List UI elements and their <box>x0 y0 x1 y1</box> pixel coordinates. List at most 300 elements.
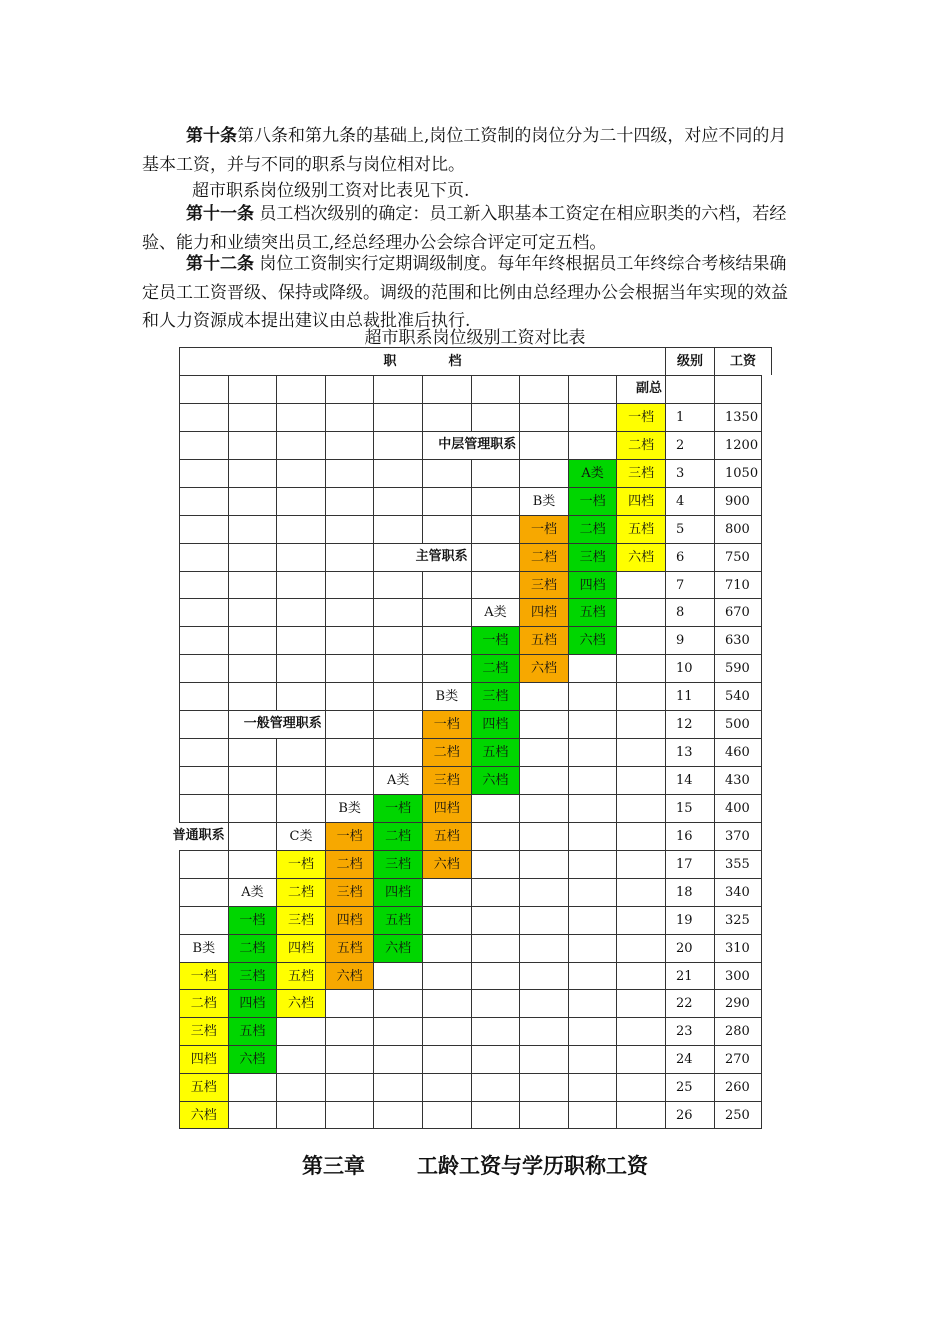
empty-cell <box>325 543 374 571</box>
empty-cell <box>228 403 277 431</box>
empty-cell <box>325 515 374 543</box>
grade-cell: 一档 <box>422 710 471 738</box>
salary-cell: 590 <box>714 654 762 682</box>
grade-cell: 五档 <box>568 598 617 626</box>
empty-cell <box>616 1073 665 1101</box>
grade-cell: 四档 <box>179 1045 228 1073</box>
empty-cell <box>519 459 568 487</box>
level-cell: 15 <box>665 794 714 822</box>
category-cell: B类 <box>325 794 374 822</box>
empty-cell <box>276 654 325 682</box>
grade-cell: 一档 <box>568 487 617 515</box>
empty-cell <box>325 459 374 487</box>
table-row <box>179 515 762 543</box>
empty-cell <box>325 682 374 710</box>
empty-cell <box>519 710 568 738</box>
empty-cell <box>276 375 325 403</box>
empty-cell <box>325 626 374 654</box>
empty-cell <box>276 1073 325 1101</box>
empty-cell <box>568 682 617 710</box>
grade-cell: 三档 <box>519 571 568 599</box>
grade-cell: 五档 <box>616 515 665 543</box>
empty-cell <box>616 934 665 962</box>
grade-cell: 二档 <box>179 989 228 1017</box>
level-cell: 21 <box>665 962 714 990</box>
empty-cell <box>519 906 568 934</box>
empty-cell <box>519 878 568 906</box>
grade-cell: 四档 <box>519 598 568 626</box>
empty-cell <box>228 515 277 543</box>
article-11-heading: 第十一条 <box>186 204 254 224</box>
header-zhi: 职 <box>383 354 397 369</box>
empty-cell <box>422 906 471 934</box>
grade-cell: 五档 <box>228 1017 277 1045</box>
empty-cell <box>471 1073 520 1101</box>
empty-cell <box>325 571 374 599</box>
empty-cell <box>179 571 228 599</box>
empty-cell <box>325 1101 374 1129</box>
empty-cell <box>422 878 471 906</box>
empty-cell <box>519 431 568 459</box>
empty-cell <box>228 766 277 794</box>
salary-cell: 800 <box>714 515 762 543</box>
empty-cell <box>519 1073 568 1101</box>
table-row <box>179 906 762 934</box>
category-cell: B类 <box>422 682 471 710</box>
empty-cell <box>471 989 520 1017</box>
grade-cell: 一档 <box>325 822 374 850</box>
empty-cell <box>276 626 325 654</box>
empty-cell <box>616 962 665 990</box>
empty-cell <box>373 1045 422 1073</box>
empty-cell <box>568 710 617 738</box>
table-row <box>179 1101 762 1129</box>
empty-cell <box>422 962 471 990</box>
table-caption: 超市职系岗位级别工资对比表 <box>364 328 586 348</box>
grade-cell: 一档 <box>616 403 665 431</box>
empty-cell <box>519 1017 568 1045</box>
empty-cell <box>276 598 325 626</box>
level-cell: 7 <box>665 571 714 599</box>
empty-cell <box>276 459 325 487</box>
empty-cell <box>471 1101 520 1129</box>
empty-cell <box>325 766 374 794</box>
empty-cell <box>179 878 228 906</box>
category-cell: A类 <box>471 598 520 626</box>
job-system-label: 主管职系 <box>415 548 468 564</box>
level-cell: 16 <box>665 822 714 850</box>
empty-cell <box>276 431 325 459</box>
table-note-text: 超市职系岗位级别工资对比表见下页. <box>192 181 470 201</box>
empty-cell <box>471 850 520 878</box>
empty-cell <box>519 682 568 710</box>
empty-cell <box>471 878 520 906</box>
empty-cell <box>276 1017 325 1045</box>
grade-cell: 六档 <box>519 654 568 682</box>
empty-cell <box>616 850 665 878</box>
salary-cell: 500 <box>714 710 762 738</box>
category-cell: C类 <box>276 822 325 850</box>
empty-cell <box>422 1073 471 1101</box>
chapter-number: 第三章 <box>302 1154 365 1178</box>
empty-cell <box>471 571 520 599</box>
empty-cell <box>373 1073 422 1101</box>
empty-cell <box>519 962 568 990</box>
empty-cell <box>276 403 325 431</box>
empty-cell <box>568 878 617 906</box>
empty-cell <box>519 989 568 1017</box>
empty-cell <box>373 571 422 599</box>
empty-cell <box>228 487 277 515</box>
empty-cell <box>325 487 374 515</box>
level-cell: 18 <box>665 878 714 906</box>
table-row <box>179 850 762 878</box>
empty-cell <box>179 487 228 515</box>
empty-cell <box>568 1073 617 1101</box>
table-row <box>179 822 762 850</box>
empty-cell <box>519 822 568 850</box>
grade-cell: 四档 <box>373 878 422 906</box>
empty-cell <box>179 766 228 794</box>
empty-cell <box>519 934 568 962</box>
salary-cell: 460 <box>714 738 762 766</box>
empty-cell <box>616 766 665 794</box>
empty-cell <box>228 598 277 626</box>
empty-cell <box>471 962 520 990</box>
table-row <box>179 1073 762 1101</box>
empty-cell <box>179 431 228 459</box>
grade-cell: 五档 <box>373 906 422 934</box>
table-row <box>179 1017 762 1045</box>
empty-cell <box>519 375 568 403</box>
empty-cell <box>276 1045 325 1073</box>
empty-cell <box>519 766 568 794</box>
empty-cell <box>519 850 568 878</box>
grade-cell: 三档 <box>422 766 471 794</box>
grade-cell: 六档 <box>276 989 325 1017</box>
salary-cell: 710 <box>714 571 762 599</box>
table-row <box>179 878 762 906</box>
empty-cell <box>568 766 617 794</box>
grade-cell: 二档 <box>373 822 422 850</box>
empty-cell <box>471 822 520 850</box>
empty-cell <box>228 822 277 850</box>
table-row <box>179 794 762 822</box>
grade-cell: 三档 <box>568 543 617 571</box>
empty-cell <box>373 626 422 654</box>
paragraph-article-10 <box>142 122 798 179</box>
empty-cell <box>616 682 665 710</box>
empty-cell <box>568 906 617 934</box>
empty-cell <box>471 515 520 543</box>
grade-cell: 三档 <box>179 1017 228 1045</box>
salary-cell: 630 <box>714 626 762 654</box>
empty-cell <box>276 571 325 599</box>
grade-cell: 四档 <box>471 710 520 738</box>
empty-cell <box>422 571 471 599</box>
empty-cell <box>179 654 228 682</box>
level-cell: 9 <box>665 626 714 654</box>
grade-cell: 四档 <box>325 906 374 934</box>
grade-cell: 五档 <box>519 626 568 654</box>
empty-cell <box>373 989 422 1017</box>
header-grade-cell <box>179 347 665 375</box>
salary-cell: 310 <box>714 934 762 962</box>
level-cell: 17 <box>665 850 714 878</box>
empty-cell <box>568 654 617 682</box>
level-cell: 8 <box>665 598 714 626</box>
empty-cell <box>179 850 228 878</box>
level-cell: 11 <box>665 682 714 710</box>
grade-cell: 一档 <box>228 906 277 934</box>
grade-cell: 二档 <box>616 431 665 459</box>
empty-cell <box>179 543 228 571</box>
empty-cell <box>373 654 422 682</box>
empty-cell <box>568 962 617 990</box>
empty-cell <box>179 515 228 543</box>
grade-cell: 三档 <box>325 878 374 906</box>
category-cell: A类 <box>373 766 422 794</box>
empty-cell <box>568 794 617 822</box>
table-row <box>179 626 762 654</box>
salary-cell: 300 <box>714 962 762 990</box>
header-dang: 档 <box>448 354 462 369</box>
salary-cell: 400 <box>714 794 762 822</box>
empty-cell <box>471 906 520 934</box>
grade-cell: 一档 <box>471 626 520 654</box>
empty-cell <box>373 515 422 543</box>
empty-cell <box>422 1101 471 1129</box>
empty-cell <box>568 1017 617 1045</box>
table-row <box>179 934 762 962</box>
level-cell: 19 <box>665 906 714 934</box>
grade-cell: 五档 <box>471 738 520 766</box>
empty-cell <box>422 487 471 515</box>
chapter-title: 工龄工资与学历职称工资 <box>417 1154 648 1178</box>
category-cell: A类 <box>568 459 617 487</box>
grade-cell: 二档 <box>519 543 568 571</box>
empty-cell <box>422 375 471 403</box>
category-cell: B类 <box>179 934 228 962</box>
grade-cell: 五档 <box>422 822 471 850</box>
empty-cell <box>179 375 228 403</box>
table-row <box>179 738 762 766</box>
empty-cell <box>616 1017 665 1045</box>
salary-cell: 1200 <box>714 431 762 459</box>
level-cell: 26 <box>665 1101 714 1129</box>
empty-cell <box>616 626 665 654</box>
table-row <box>179 571 762 599</box>
grade-cell: 二档 <box>276 878 325 906</box>
empty-cell <box>373 375 422 403</box>
empty-cell <box>568 403 617 431</box>
empty-cell <box>228 571 277 599</box>
grade-cell: 四档 <box>616 487 665 515</box>
empty-cell <box>519 738 568 766</box>
grade-cell: 二档 <box>471 654 520 682</box>
empty-cell <box>325 431 374 459</box>
table-header-row <box>179 347 772 375</box>
empty-cell <box>179 598 228 626</box>
grade-cell: 一档 <box>519 515 568 543</box>
grade-cell: 一档 <box>373 794 422 822</box>
level-cell: 24 <box>665 1045 714 1073</box>
empty-cell <box>471 934 520 962</box>
salary-cell: 670 <box>714 598 762 626</box>
grade-cell: 三档 <box>228 962 277 990</box>
level-cell <box>665 375 714 403</box>
salary-cell: 290 <box>714 989 762 1017</box>
grade-cell: 二档 <box>422 738 471 766</box>
level-cell: 2 <box>665 431 714 459</box>
article-12-text: 岗位工资制实行定期调级制度。每年年终根据员工年终综合考核结果确定员工工资晋级、保持或降级。调级的范围和比例由总经理办公会根据当年实现的效益和人力资源成本提出建议由总裁批准后执行. <box>142 254 788 331</box>
category-cell: B类 <box>519 487 568 515</box>
empty-cell <box>228 431 277 459</box>
grade-cell: 六档 <box>568 626 617 654</box>
empty-cell <box>325 1045 374 1073</box>
header-salary: 工资 <box>714 347 772 375</box>
grade-cell: 三档 <box>373 850 422 878</box>
empty-cell <box>568 375 617 403</box>
empty-cell <box>325 598 374 626</box>
level-cell: 4 <box>665 487 714 515</box>
empty-cell <box>568 850 617 878</box>
empty-cell <box>373 459 422 487</box>
salary-cell <box>714 375 762 403</box>
empty-cell <box>179 906 228 934</box>
empty-cell <box>616 989 665 1017</box>
empty-cell <box>179 403 228 431</box>
empty-cell <box>276 1101 325 1129</box>
empty-cell <box>616 571 665 599</box>
article-10-text: 第八条和第九条的基础上,岗位工资制的岗位分为二十四级，对应不同的月基本工资，并与不同的职系与岗位相对比。 <box>142 126 787 175</box>
level-cell: 14 <box>665 766 714 794</box>
empty-cell <box>471 459 520 487</box>
empty-cell <box>519 794 568 822</box>
salary-cell: 270 <box>714 1045 762 1073</box>
empty-cell <box>422 515 471 543</box>
grade-cell: 四档 <box>228 989 277 1017</box>
level-cell: 20 <box>665 934 714 962</box>
empty-cell <box>568 1045 617 1073</box>
grade-cell: 四档 <box>568 571 617 599</box>
salary-comparison-table <box>172 347 772 1129</box>
salary-cell: 430 <box>714 766 762 794</box>
empty-cell <box>228 682 277 710</box>
empty-cell <box>179 682 228 710</box>
empty-cell <box>373 487 422 515</box>
salary-cell: 1050 <box>714 459 762 487</box>
table-row <box>179 403 762 431</box>
salary-cell: 1350 <box>714 403 762 431</box>
empty-cell <box>422 598 471 626</box>
empty-cell <box>325 403 374 431</box>
empty-cell <box>179 710 228 738</box>
empty-cell <box>568 1101 617 1129</box>
empty-cell <box>422 989 471 1017</box>
empty-cell <box>422 459 471 487</box>
level-cell: 23 <box>665 1017 714 1045</box>
article-10-heading: 第十条 <box>186 126 237 146</box>
grade-cell: 六档 <box>471 766 520 794</box>
empty-cell <box>616 822 665 850</box>
empty-cell <box>276 487 325 515</box>
empty-cell <box>228 1073 277 1101</box>
grade-cell: 六档 <box>422 850 471 878</box>
grade-cell: 三档 <box>471 682 520 710</box>
empty-cell <box>471 403 520 431</box>
level-cell: 10 <box>665 654 714 682</box>
empty-cell <box>616 738 665 766</box>
empty-cell <box>519 1045 568 1073</box>
empty-cell <box>422 934 471 962</box>
empty-cell <box>519 1101 568 1129</box>
empty-cell <box>325 1017 374 1045</box>
empty-cell <box>616 1045 665 1073</box>
empty-cell <box>568 989 617 1017</box>
empty-cell <box>422 1017 471 1045</box>
salary-cell: 340 <box>714 878 762 906</box>
empty-cell <box>228 850 277 878</box>
job-system-label: 副总 <box>636 381 663 396</box>
grade-cell: 二档 <box>228 934 277 962</box>
level-cell: 1 <box>665 403 714 431</box>
empty-cell <box>373 431 422 459</box>
empty-cell <box>471 1017 520 1045</box>
empty-cell <box>422 626 471 654</box>
empty-cell <box>373 598 422 626</box>
table-row <box>179 766 762 794</box>
empty-cell <box>568 822 617 850</box>
empty-cell <box>616 654 665 682</box>
empty-cell <box>616 906 665 934</box>
empty-cell <box>568 738 617 766</box>
empty-cell <box>422 403 471 431</box>
article-12-heading: 第十二条 <box>186 254 254 274</box>
empty-cell <box>179 626 228 654</box>
empty-cell <box>373 738 422 766</box>
empty-cell <box>325 738 374 766</box>
salary-cell: 900 <box>714 487 762 515</box>
table-row <box>179 459 762 487</box>
empty-cell <box>179 794 228 822</box>
paragraph-article-11 <box>142 200 798 257</box>
table-row <box>179 962 762 990</box>
empty-cell <box>616 710 665 738</box>
job-system-label: 普通职系 <box>172 827 225 843</box>
salary-cell: 540 <box>714 682 762 710</box>
empty-cell <box>228 626 277 654</box>
empty-cell <box>325 375 374 403</box>
empty-cell <box>276 738 325 766</box>
salary-cell: 370 <box>714 822 762 850</box>
grade-cell: 六档 <box>616 543 665 571</box>
empty-cell <box>179 459 228 487</box>
level-cell: 3 <box>665 459 714 487</box>
grade-cell: 一档 <box>276 850 325 878</box>
level-cell: 5 <box>665 515 714 543</box>
level-cell: 13 <box>665 738 714 766</box>
grade-cell: 五档 <box>179 1073 228 1101</box>
article-11-text: 员工档次级别的确定：员工新入职基本工资定在相应职类的六档，若经验、能力和业绩突出员工,经总经理办公会综合评定可定五档。 <box>142 204 787 253</box>
empty-cell <box>276 515 325 543</box>
level-cell: 6 <box>665 543 714 571</box>
empty-cell <box>373 710 422 738</box>
table-row <box>179 989 762 1017</box>
grade-cell: 二档 <box>325 850 374 878</box>
empty-cell <box>616 1101 665 1129</box>
empty-cell <box>276 682 325 710</box>
